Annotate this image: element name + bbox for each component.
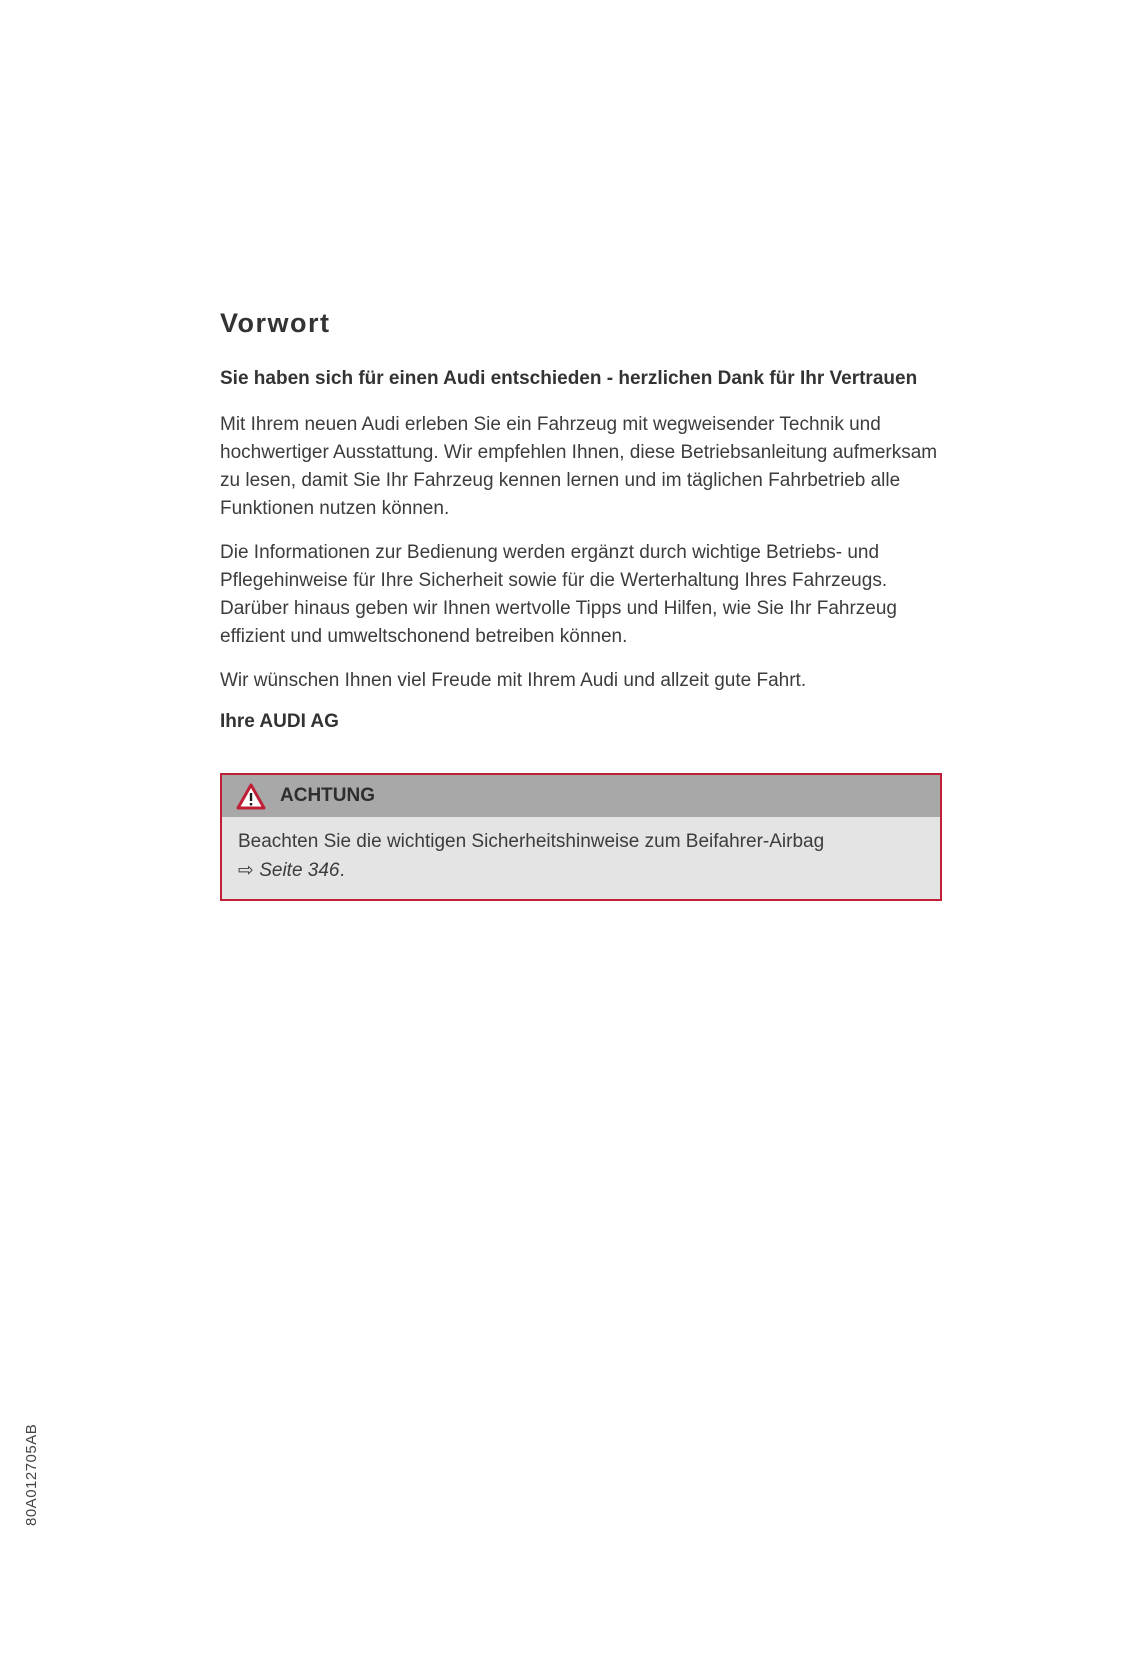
warning-box (220, 773, 942, 901)
intro-heading: Sie haben sich für einen Audi entschieden - herzlichen Dank für Ihr Vertrauen (220, 368, 918, 389)
reference-suffix: . (339, 860, 345, 881)
paragraph: Die Informationen zur Bedienung werden ergänzt durch wichtige Betriebs- und Pflegehinweise für Ihre Sicherheit sowie für die Werterhaltung Ihres Fahrzeugs. Darüber hinaus geben wir Ihnen wertvolle Tipps und Hilfen, wie Sie Ihr Fahrzeug effizient und umweltschonend betreiben können. (220, 542, 897, 647)
paragraph: Wir wünschen Ihnen viel Freude mit Ihrem Audi und allzeit gute Fahrt. (220, 670, 807, 691)
page-title: Vorwort (220, 308, 331, 338)
reference-arrow-icon: ⇨ (238, 860, 254, 881)
warning-header (222, 775, 940, 817)
reference-page: Seite 346 (259, 860, 340, 881)
document-part-number: 80A012705AB (23, 1423, 40, 1526)
warning-text: Beachten Sie die wichtigen Sicherheitshinweise zum Beifahrer-Airbag (238, 831, 825, 852)
warning-label: ACHTUNG (280, 785, 375, 806)
paragraph: Mit Ihrem neuen Audi erleben Sie ein Fahrzeug mit wegweisender Technik und hochwertiger Ausstattung. Wir empfehlen Ihnen, diese Betriebsanleitung aufmerksam zu lesen, damit Sie Ihr Fahrzeug kennen lernen und im täglichen Fahrbetrieb alle Funktionen nutzen können. (220, 414, 938, 519)
signature-line: Ihre AUDI AG (220, 711, 339, 732)
warning-reference (238, 856, 924, 885)
warning-triangle-icon (236, 783, 266, 810)
page-content (220, 308, 942, 901)
warning-body (222, 817, 940, 899)
